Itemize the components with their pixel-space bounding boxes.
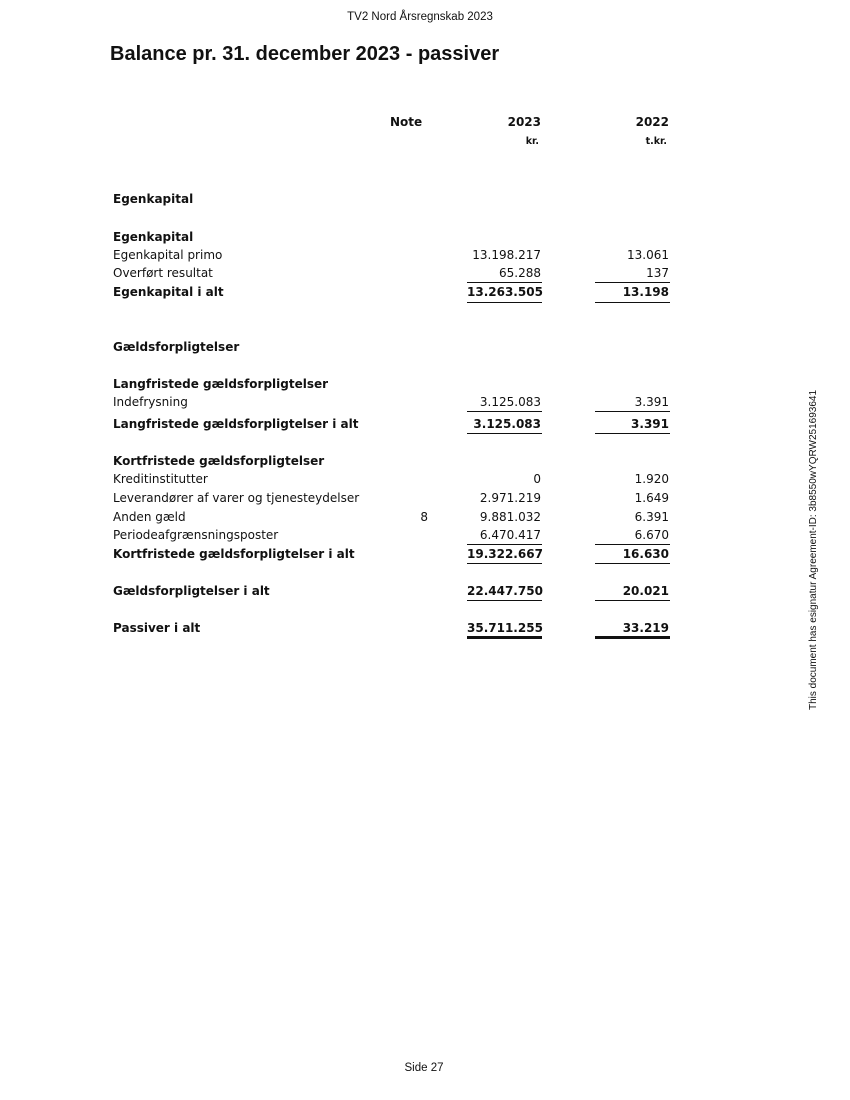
running-header: TV2 Nord Årsregnskab 2023 (347, 11, 493, 23)
row-label: Egenkapital primo (113, 248, 223, 262)
value-2023: 2.971.219 (479, 491, 541, 505)
total-underline (467, 302, 542, 303)
total-underline (595, 302, 670, 303)
esignature-note: This document has esignatur Agreement-ID: 3b8550wYQRW251693641 (808, 389, 819, 710)
table-row (0, 248, 850, 266)
value-2023: 3.125.083 (479, 395, 541, 409)
total-underline (595, 600, 670, 601)
row-label: Kortfristede gældsforpligtelser i alt (113, 547, 355, 561)
note-reference: 8 (420, 510, 428, 524)
table-row (0, 395, 850, 413)
value-2022: 1.649 (634, 491, 669, 505)
table-row-total (0, 417, 850, 435)
value-2023: 0 (533, 472, 541, 486)
column-header-note: Note (390, 115, 423, 129)
table-row (0, 377, 850, 395)
total-underline (467, 433, 542, 434)
value-2023: 13.198.217 (472, 248, 541, 262)
row-label: Overført resultat (113, 266, 213, 280)
row-label: Egenkapital i alt (113, 285, 224, 299)
value-2022: 33.219 (622, 621, 669, 635)
grand-total-double-underline (595, 636, 670, 639)
table-row (0, 454, 850, 472)
total-underline (595, 563, 670, 564)
table-row (0, 266, 850, 284)
row-label: Gældsforpligtelser i alt (113, 584, 270, 598)
row-label: Langfristede gældsforpligtelser i alt (113, 417, 359, 431)
column-header-2022: 2022 (635, 115, 669, 129)
total-underline (467, 563, 542, 564)
value-2022: 13.198 (622, 285, 669, 299)
subtotal-rule (467, 411, 542, 412)
value-2023: 3.125.083 (473, 417, 541, 431)
subtotal-rule (595, 544, 670, 545)
value-2022: 20.021 (622, 584, 669, 598)
subtotal-rule (467, 282, 542, 283)
table-row (0, 528, 850, 546)
row-label: Periodeafgrænsningsposter (113, 528, 279, 542)
grand-total-double-underline (467, 636, 542, 639)
section-heading-egenkapital (0, 192, 850, 210)
table-row-total (0, 584, 850, 602)
value-2022: 1.920 (634, 472, 669, 486)
total-underline (467, 600, 542, 601)
unit-label-2023: kr. (525, 136, 539, 147)
column-header-2023: 2023 (507, 115, 541, 129)
page-number: Side 27 (404, 1062, 444, 1074)
section-heading-label: Gældsforpligtelser (113, 340, 240, 354)
table-row (0, 491, 850, 509)
value-2022: 6.670 (634, 528, 669, 542)
subtotal-rule (595, 411, 670, 412)
table-row (0, 472, 850, 490)
table-row-total (0, 547, 850, 565)
section-heading-gaeldsforpligtelser (0, 340, 850, 358)
value-2023: 65.288 (499, 266, 541, 280)
row-label: Indefrysning (113, 395, 188, 409)
subtotal-rule (467, 544, 542, 545)
value-2022: 16.630 (622, 547, 669, 561)
row-label: Leverandører af varer og tjenesteydelser (113, 491, 360, 505)
table-row-grand-total (0, 621, 850, 639)
row-label: Anden gæld (113, 510, 186, 524)
value-2023: 13.263.505 (467, 285, 543, 299)
value-2022: 3.391 (631, 417, 669, 431)
value-2023: 35.711.255 (467, 621, 543, 635)
unit-label-2022: t.kr. (645, 136, 667, 147)
page-title: Balance pr. 31. december 2023 - passiver (110, 43, 500, 65)
value-2022: 3.391 (634, 395, 669, 409)
table-row (0, 230, 850, 248)
table-row (0, 510, 850, 528)
row-label: Passiver i alt (113, 621, 201, 635)
subtotal-rule (595, 282, 670, 283)
value-2023: 6.470.417 (479, 528, 541, 542)
value-2022: 137 (646, 266, 669, 280)
value-2023: 9.881.032 (479, 510, 541, 524)
row-label: Kreditinstitutter (113, 472, 208, 486)
section-heading-label: Egenkapital (113, 192, 194, 206)
value-2023: 22.447.750 (467, 584, 543, 598)
row-label: Langfristede gældsforpligtelser (113, 377, 329, 391)
row-label: Kortfristede gældsforpligtelser (113, 454, 325, 468)
table-row-total (0, 285, 850, 303)
row-label: Egenkapital (113, 230, 194, 244)
value-2023: 19.322.667 (467, 547, 543, 561)
total-underline (595, 433, 670, 434)
value-2022: 6.391 (634, 510, 669, 524)
value-2022: 13.061 (627, 248, 669, 262)
